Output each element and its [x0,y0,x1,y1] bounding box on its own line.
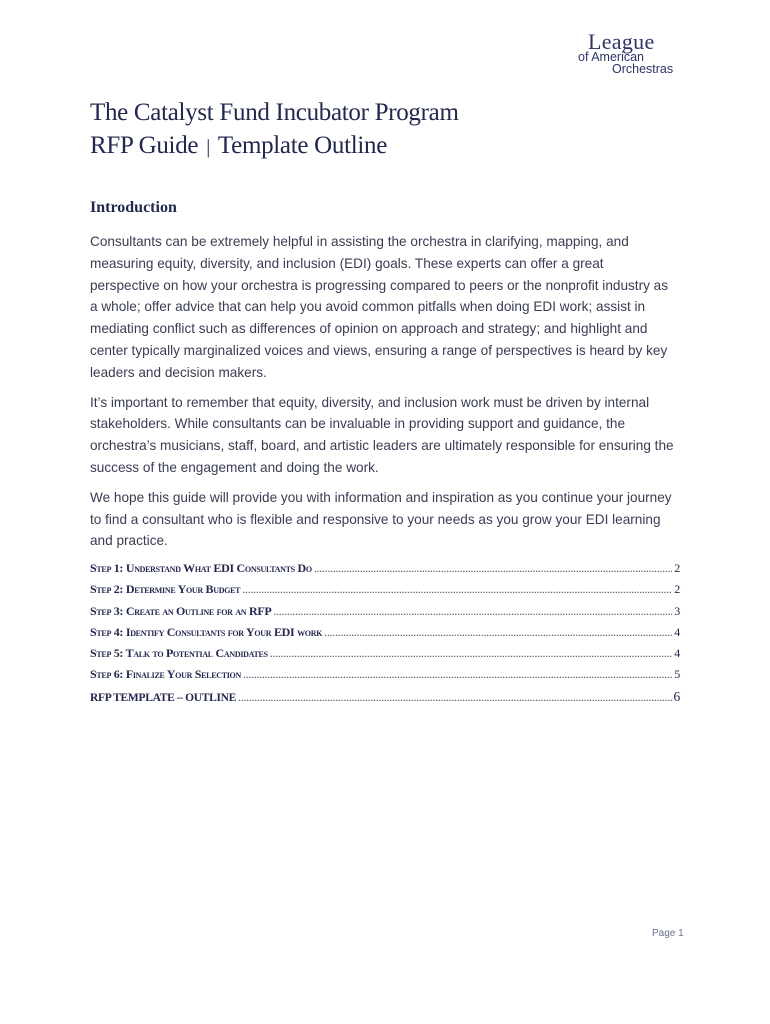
toc-page-number: 3 [674,603,680,618]
toc-label: Step 2: Determine Your Budget [90,582,241,597]
title-separator: | [206,136,210,158]
title-rfp-guide: RFP Guide [90,132,199,159]
toc-entry-step-1[interactable] [90,561,680,582]
toc-leader [243,667,672,682]
toc-leader [238,690,672,705]
toc-page-number: 4 [674,624,680,639]
toc-page-number: 6 [673,688,680,704]
toc-leader [273,604,672,619]
toc-label: RFP TEMPLATE – OUTLINE [90,691,237,704]
title-template-outline: Template Outline [217,132,388,159]
toc-entry-step-4[interactable] [90,625,680,646]
toc-entry-rfp-template[interactable] [90,689,680,710]
toc-label: Step 1: Understand What EDI Consultants Do [90,561,312,575]
toc-entry-step-6[interactable] [90,667,680,688]
page-number-footer: Page 1 [652,928,684,939]
paragraph-3: We hope this guide will provide you with information and inspiration as you continue your journey to find a consultant who is flexible and responsive to your needs as you grow your EDI learning and practice. [90,489,672,549]
toc-page-number: 2 [674,561,680,575]
toc-label: Step 6: Finalize Your Selection [90,667,241,682]
logo-line-1: League [588,29,655,54]
table-of-contents [90,561,680,710]
toc-page-number: 2 [674,582,680,597]
logo-line-3: Orchestras [612,62,674,76]
toc-leader [314,561,672,576]
toc-entry-step-5[interactable] [90,646,680,667]
toc-entry-step-3[interactable] [90,604,680,625]
toc-page-number: 4 [674,646,680,661]
introduction-body [90,231,675,560]
introduction-heading: Introduction [90,199,177,216]
toc-leader [270,646,673,661]
toc-leader [324,625,672,640]
toc-label: Step 5: Talk to Potential Candidates [90,646,268,661]
title-line-1: The Catalyst Fund Incubator Program [90,99,459,126]
toc-leader [242,582,672,597]
toc-label: Step 3: Create an Outline for an RFP [90,603,272,618]
title-line-2 [90,129,710,164]
toc-label: Step 4: Identify Consultants for Your EDI work [90,624,323,639]
paragraph-2: It’s important to remember that equity, diversity, and inclusion work must be driven by internal stakeholders. While consultants can be invaluable in providing support and guidance, the orchestra’s musicians, staff, board, and artistic leaders are ultimately responsible for ensuring the success of the engagement and doing the work. [90,394,674,475]
toc-entry-step-2[interactable] [90,582,680,603]
document-title [90,96,710,164]
toc-page-number: 5 [674,667,680,682]
logo-line-2: of American [578,50,645,64]
league-logo [576,30,686,78]
paragraph-1: Consultants can be extremely helpful in assisting the orchestra in clarifying, mapping, and measuring equity, diversity, and inclusion (EDI) goals. These experts can offer a great perspective on how your orchestra is progressing compared to peers or the nonprofit industry as a whole; offer advice that can help you avoid common pitfalls when doing EDI work; assist in mediating conflict such as differences of opinion on approach and strategy; and highlight and center typically marginalized voices and views, ensuring a range of perspectives is heard by key leaders and decision makers. [90,234,669,380]
